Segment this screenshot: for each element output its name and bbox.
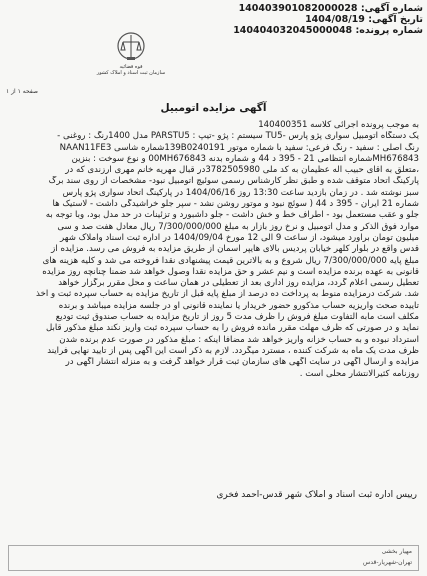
ad-number-row bbox=[193, 3, 423, 14]
body-line: ،متعلق به آقای حبیب اله عظیمان به کد ملی 3782505980در قبال مهریه خانم مهری آرزندی که در bbox=[65, 165, 419, 176]
body-line: سبز نوشته شد . در زمان بازدید ساعت 13:30 روز 1404/06/16 در پارکینگ اتحاد سواری پژو پارس bbox=[62, 187, 419, 198]
notice-title: آگهی مزایده اتومبیل bbox=[160, 102, 267, 114]
body-line: قدس واقع در بلوار کلهر خیابان پردیس بالای هایپر اسمان از طریق مزایده به فروش می رسد. مزایده از bbox=[51, 244, 419, 255]
footer-row bbox=[9, 546, 418, 557]
body-line: مزایده و ارسال آگهی در سایت آگهی های سازمان ثبت قرار خواهد گرفت و به منزله انتشار آگهی در bbox=[65, 357, 419, 368]
case-number: 140404032045000048 bbox=[233, 25, 353, 36]
body-line: قانونی به عهده برنده مزایده است و نیم عشر و حق مزایده نقداً وصول خواهد شد ضمناً چنانچه روز مزایده bbox=[42, 266, 419, 277]
body-line: ظرف مدت یک ماه به شرکت کننده ، مسترد میگردد. لازم به ذکر است این آگهی پس از تایید نهایی فرآیند bbox=[47, 345, 419, 356]
body-line: میلیون تومان برآورد میشود، از ساعت 9 الی 12 مورخ 1404/09/04 در اداره ثبت اسناد واملاک شهر bbox=[60, 232, 419, 243]
body-line: موارد فوق الذکر و مدل اتومبیل و نرخ روز بازار به مبلغ 7/300/000/000 ریال معادل هفت صد و سی bbox=[57, 221, 419, 232]
footer-right-label: مهیار بخشی bbox=[381, 548, 412, 555]
case-number-row bbox=[193, 25, 423, 36]
footer-row-2 bbox=[9, 557, 418, 568]
body-line: نماید و در صورتی که ظرف مهلت مقرر مانده فروش را به حساب سپرده ثبت واریز نکند مبلغ مذکور قابل bbox=[46, 323, 419, 334]
body-line: رنگ اصلی : سفید - رنگ فرعی: سفید با شماره موتور 139B0240191شماره شاسی NAAN11FE3 bbox=[59, 142, 419, 153]
footer-stamp-box bbox=[8, 545, 419, 571]
signature: رییس اداره ثبت اسناد و املاک شهر قدس-احمد فخری bbox=[216, 490, 417, 500]
case-number-label: شماره پرونده: bbox=[355, 25, 423, 36]
header-block bbox=[193, 3, 423, 36]
emblem-caption-2: سازمان ثبت اسناد و املاک کشور bbox=[96, 70, 166, 76]
footer-address: تهران-شهریار-قدس bbox=[363, 559, 412, 566]
body-line: MH676843شماره انتظامی 21 - 395 د 44 و شماره بدنه 00MH676843 و نوع سوخت : بنزین bbox=[71, 153, 419, 164]
ad-number-label: شماره آگهی: bbox=[360, 3, 423, 14]
body-line: جلو و عقب مستعمل بود - اطراف خط و خش داشت - جلو داشبورد و تزئینات در حد مدل بود، وبا توجه به bbox=[45, 210, 419, 221]
body-line: یک دستگاه اتومبیل سواری پژو پارس -TU5 سیستم : پژو -تیپ : PARSTU5 مدل 1400رنگ : روغنی - bbox=[57, 131, 419, 142]
body-line: مکلف است مابه التفاوت مبلغ فروش را ظرف مدت 5 روز از تاریخ مزایده به حساب صندوق ثبت تودیع bbox=[55, 312, 419, 323]
body-line: پارکینگ اتحاد متوقف شده و طبق نظر کارشناس رسمی سوئیچ اتومبیل نبود- مشخصات از روی سند برگ bbox=[48, 176, 419, 187]
body-line: شماره 21 ایران - 395 د 44 ( سوئچ نبود و موتور روشن نشد - سپر جلو خراشیدگی داشت - لاستیک ها bbox=[52, 199, 419, 210]
body-line: استرداد نبوده و به حساب خزانه واریز خواهد شد مضافاً اینکه : مبلغ مذکور در صورت عدم برنده شدن bbox=[59, 334, 419, 345]
judiciary-emblem bbox=[96, 30, 166, 88]
body-line: تاییده صحت واریزیه حساب مذکورو حضور خریدار یا نماینده قانونی او در جلسه مزایده میباشد و برنده bbox=[58, 300, 419, 311]
ad-number: 140403901082000028 bbox=[238, 3, 358, 14]
body-line: روزنامه کثیرالانتشار محلی است . bbox=[299, 368, 419, 379]
ad-date: 1404/08/19 bbox=[305, 14, 365, 25]
body-line: مبلغ پایه 7/300/000/000 ریال شروع و به بالاترین قیمت پیشنهادی نقداً فروخته می شد و کلیه هزینه های bbox=[42, 255, 419, 266]
emblem-caption-1: قوه قضائیه bbox=[119, 64, 143, 70]
page-number: صفحه ۱ از ۱ bbox=[6, 88, 38, 95]
emblem-icon bbox=[113, 30, 149, 64]
date-row bbox=[193, 14, 423, 25]
body-line: تعطیل رسمی اعلام گردد، مزایده روز اداری بعد از تعطیلی در همان ساعت و محل مقرر برگزار خواهد bbox=[58, 278, 419, 289]
body-line: شد. شرکت درمزایده منوط به پرداخت ده درصد از مبلغ پایه قبل از تاریخ مزایده به حساب سپرده ثبت و اخذ bbox=[36, 289, 419, 300]
body-line: به موجب پرونده اجرائی کلاسه 140400351 bbox=[258, 120, 419, 130]
date-label: تاریخ آگهی: bbox=[368, 14, 423, 25]
notice-body bbox=[10, 120, 419, 380]
